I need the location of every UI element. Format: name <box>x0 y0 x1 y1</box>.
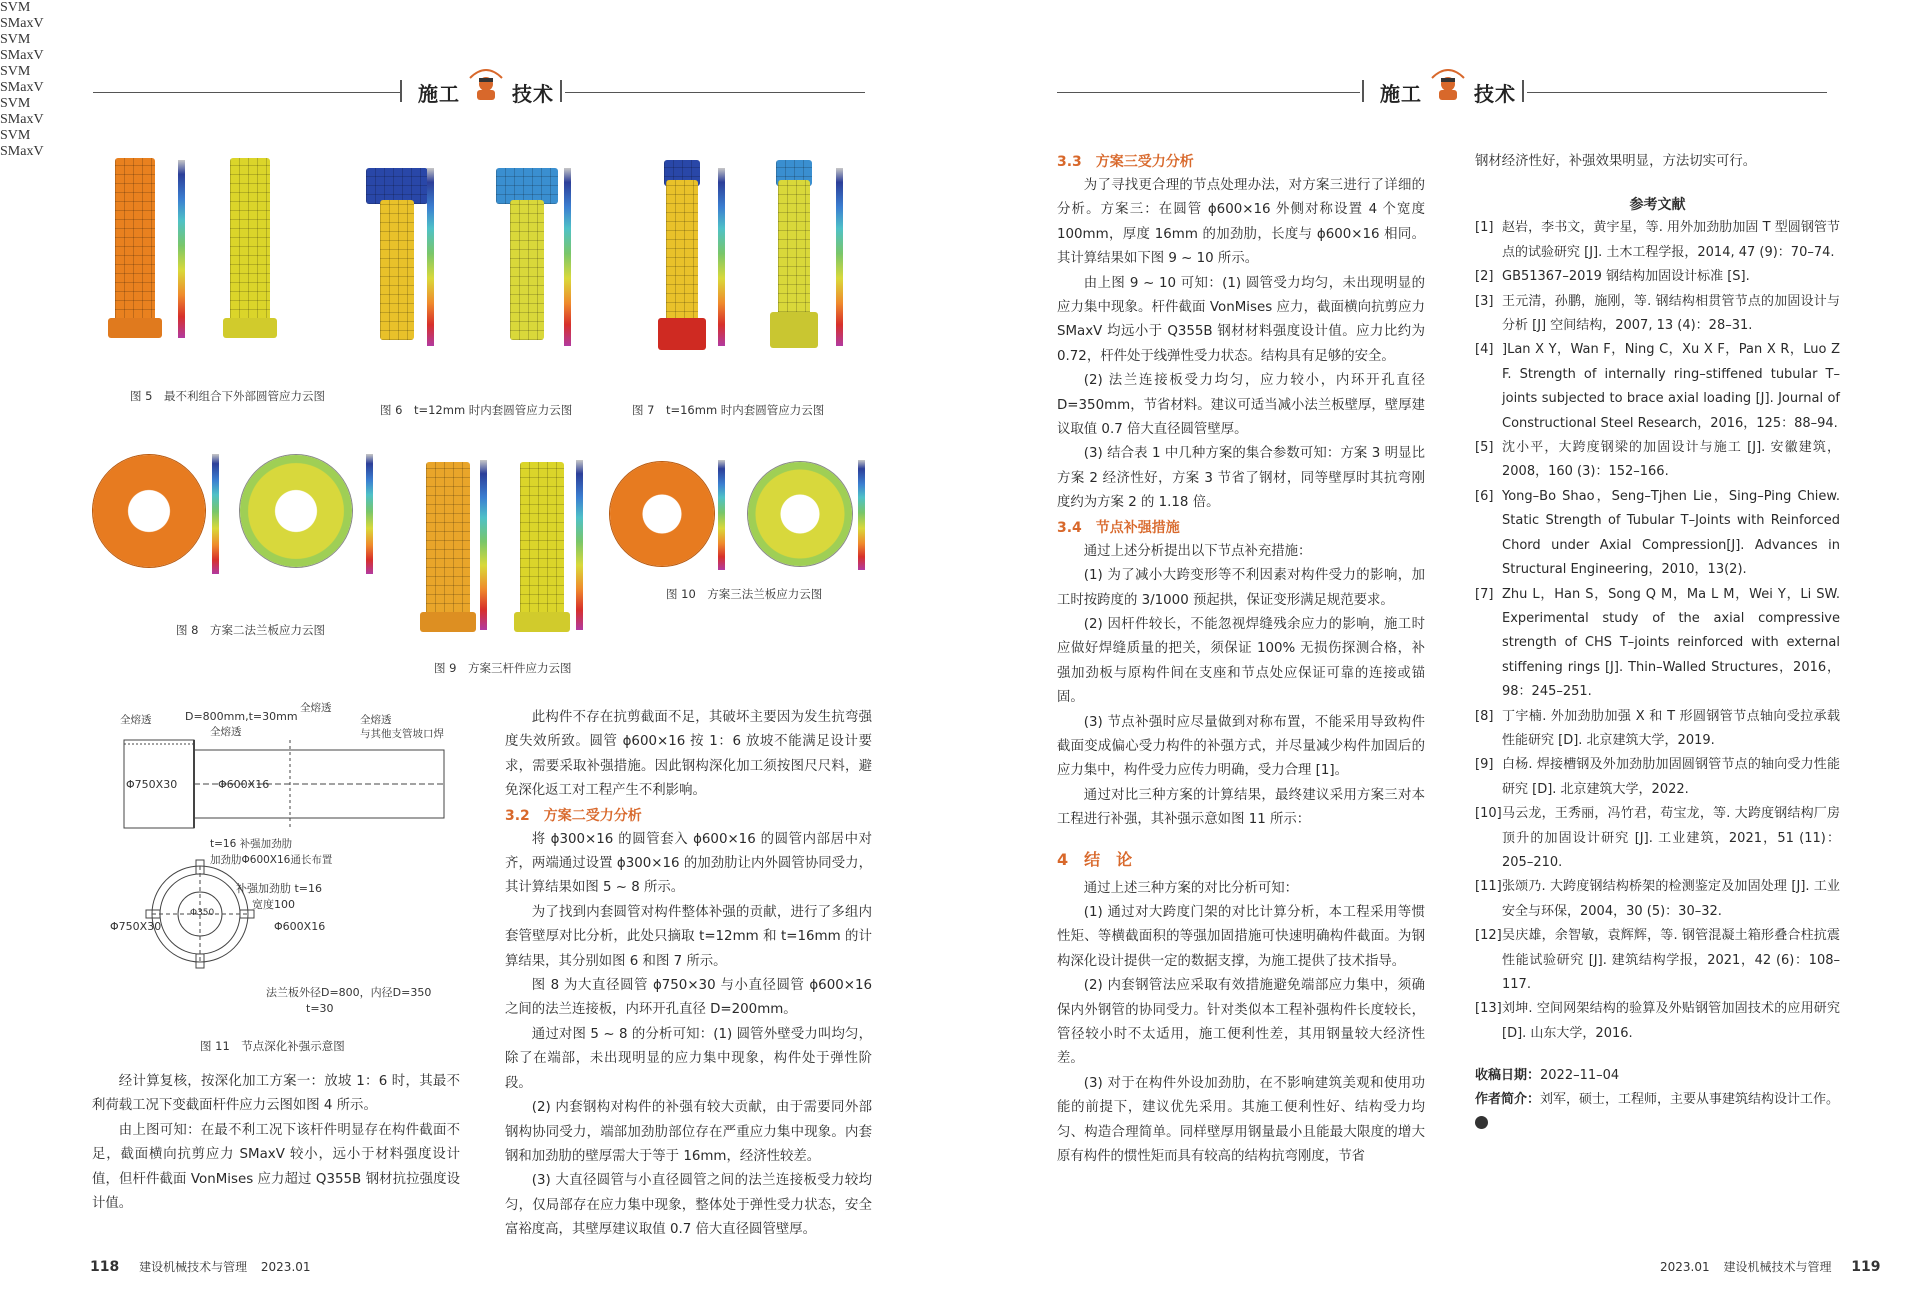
right-col1-para-10: 通过上述三种方案的对比分析可知： <box>1083 880 1299 896</box>
reference-number: [4] <box>1475 342 1494 358</box>
fig7-caption: 图 7 t=16mm 时内套圆管应力云图 <box>632 403 825 417</box>
reference-item <box>1475 997 1840 1046</box>
footer-right-issue: 2023.01 <box>1660 1260 1710 1274</box>
footer-left-page: 118 <box>90 1259 120 1275</box>
right-col1-para-8: (3) 节点补强时应尽量做到对称布置，不能采用导致构件截面变成偏心受力构件的补强方式，并尽量减少构件加固后的应力集中，构件受力应传力明确，受力合理 [1]。 <box>1057 714 1425 779</box>
fig10-legend-bar-1 <box>718 460 725 570</box>
reference-item <box>1475 436 1840 485</box>
right-col1-para-12: (2) 内套钢管法应采取有效措施避免端部应力集中，须确保内外钢管的协同受力。针对类似本工程补强构件长度较长，管径较小时不太适用，施工便利性差，其用钢量较大经济性差。 <box>1057 978 1425 1067</box>
fig9-caption: 图 9 方案三杆件应力云图 <box>434 661 572 675</box>
right-col1-para-11: (1) 通过对大跨度门架的对比计算分析，本工程采用等惯性矩、等横截面积的等强加固措施可快速明确构件截面。为钢构深化设计提供一定的数据支撑，为施工提供了技术指导。 <box>1057 904 1425 969</box>
right-col1-para-2: 由上图 9 ~ 10 可知：(1) 圆管受力均匀，未出现明显的应力集中现象。杆件截面 VonMises 应力，截面横向抗剪应力 SMaxV 均远小于 Q355B 钢材材料强度设计值。应力比约为 0.72，杆件处于线弹性受力状态。结构具有足够的安全。 <box>1057 275 1425 364</box>
fig6-label-smaxv: SMaxV <box>0 48 44 63</box>
reference-item <box>1475 485 1840 583</box>
fig11-caption: 图 11 节点深化补强示意图 <box>200 1039 345 1053</box>
references-title: 参考文献 <box>1629 197 1686 214</box>
author-label: 作者简介： <box>1475 1092 1541 1108</box>
reference-text: 丁宇楠. 外加劲肋加强 X 和 T 形圆钢管节点轴向受拉承载性能研究 [D]. 北京建筑大学，2019. <box>1502 708 1840 748</box>
left-col2-para-1: 此构件不存在抗剪截面不足，其破坏主要因为发生抗弯强度失效所致。圆管 ϕ600×16 按 1：6 放坡不能满足设计要求，需要采取补强措施。因此钢构深化加工须按图尺尺料，避免深化返工对工程产生不利影响。 <box>505 710 872 799</box>
worker-logo-icon-right <box>1428 64 1468 102</box>
fig11-txt-p750b: Φ750X30 <box>110 920 162 933</box>
fig8-smaxv-ring <box>240 455 352 567</box>
fig9-label-smaxv: SMaxV <box>0 144 44 159</box>
reference-item <box>1475 265 1840 289</box>
fig5-label-smaxv: SMaxV <box>0 16 44 31</box>
fig10-legend-bar-2 <box>858 460 865 570</box>
header-mark-right-b: 技术 <box>1474 82 1516 106</box>
section-3-4-heading: 3.4 节点补强措施 <box>1057 519 1180 536</box>
reference-text: Yong–Bo Shao，Seng–Tjhen Lie，Sing–Ping Chiew. Static Strength of Tubular T–Joints with Reinforced Chord under Axial Compression[J]. Advances in Structural Engineering，2010，13(2). <box>1502 488 1840 578</box>
fig6-legend-bar-2 <box>564 168 571 346</box>
reference-number: [8] <box>1475 708 1494 724</box>
fig11-txt-weld1: 全熔透 <box>120 714 152 726</box>
footer-right <box>1660 1258 1881 1275</box>
header-mark-left-a: 施工 <box>418 82 460 106</box>
left-col2-para-7: (3) 大直径圆管与小直径圆管之间的法兰连接板受力较均匀，仅局部存在应力集中现象，整体处于弹性受力状态，安全富裕度高，其壁厚建议取值 0.7 倍大直径圆管壁厚。 <box>505 1173 872 1238</box>
right-col1-para-1: 为了寻找更合理的节点处理办法，对方案三进行了详细的分析。方案三：在圆管 ϕ600×16 外侧对称设置 4 个宽度 100mm，厚度 16mm 的加劲肋，长度与 ϕ600×16 相同。其计算结果如下图 9 ~ 10 所示。 <box>1057 178 1425 267</box>
fig7-legend-bar-2 <box>836 168 843 346</box>
header-rule-right-2 <box>1527 92 1827 93</box>
fig10-smaxv-ring <box>748 462 852 566</box>
fig7-legend-bar-1 <box>718 168 725 346</box>
reference-number: [13] <box>1475 1001 1502 1017</box>
left-column-2 <box>505 706 872 1243</box>
left-col1-para-1: 经计算复核，按深化加工方案一：放坡 1：6 时，其最不利荷载工况下变截面杆件应力云图如图 4 所示。 <box>92 1074 460 1114</box>
fig6-legend-bar-1 <box>427 168 434 346</box>
reference-list <box>1475 216 1840 1046</box>
reference-item <box>1475 583 1840 705</box>
reference-text: ]Lan X Y，Wan F，Ning C，Xu X F，Pan X R，Luo Z F. Strength of internally ring–stiffened tubular T–joints subjected to brace axial loading [J]. Journal of Constructional Steel Research，2016，125：88–94. <box>1502 342 1840 431</box>
right-col2-para-0: 钢材经济性好，补强效果明显，方法切实可行。 <box>1475 154 1757 169</box>
fig11-txt-t30: t=30 <box>306 1002 334 1015</box>
fig11-txt-rib1: t=16 补强加劲肋 <box>210 838 293 850</box>
footer-right-journal: 建设机械技术与管理 <box>1723 1260 1832 1274</box>
right-col1-para-9: 通过对比三种方案的计算结果，最终建议采用方案三对本工程进行补强，其补强示意如图 11 所示： <box>1057 787 1425 828</box>
fig5-smaxv-base <box>223 318 277 338</box>
fig6-smaxv-top <box>496 168 558 204</box>
reference-text: 吴庆雄，余智敏，袁辉辉，等. 钢管混凝土箱形叠合柱抗震性能试验研究 [J]. 建筑结构学报，2021，42 (6)：108–117. <box>1502 928 1840 992</box>
fig7-label-svm: SVM <box>0 64 31 79</box>
reference-number: [3] <box>1475 293 1494 309</box>
footer-left-journal: 建设机械技术与管理 <box>139 1260 248 1274</box>
header-tick-right-b <box>1522 80 1524 102</box>
fig8-legend-bar-1 <box>212 454 219 574</box>
fig6-svm-top <box>366 168 428 204</box>
section-3-2-heading: 3.2 方案二受力分析 <box>505 807 642 824</box>
reference-text: 沈小平，大跨度钢梁的加固设计与施工 [J]. 安徽建筑，2008，160 (3)：152–166. <box>1502 440 1840 480</box>
fig11-txt-p750: Φ750X30 <box>126 778 178 791</box>
fig8-legend-bar-2 <box>366 454 373 574</box>
right-column-2 <box>1475 150 1840 1129</box>
header-tick-right-a <box>1362 80 1364 102</box>
right-col1-para-13: (3) 对于在构件外设加劲肋，在不影响建筑美观和使用功能的前提下，建议优先采用。其施工便利性好、结构受力均匀、构造合理简单。同样壁厚用钢量最小且能最大限度的增大原有构件的惯性矩而具有较高的结构抗弯刚度，节省 <box>1057 1075 1425 1165</box>
reference-number: [5] <box>1475 440 1494 456</box>
reference-number: [9] <box>1475 757 1494 773</box>
reference-number: [12] <box>1475 928 1502 944</box>
fig7-smaxv-column <box>778 180 810 330</box>
section-3-3-heading: 3.3 方案三受力分析 <box>1057 154 1194 170</box>
received-line <box>1475 1064 1840 1088</box>
fig11-txt-bevel: 与其他支管坡口焊 <box>360 728 444 740</box>
right-col1-para-7: (2) 因杆件较长，不能忽视焊缝残余应力的影响，施工时应做好焊缝质量的把关，须保证 100% 无损伤探测合格，补强加劲板与原构件间在支座和节点处应保证可靠的连接或锚固。 <box>1057 616 1425 706</box>
end-mark-icon <box>1475 1116 1488 1129</box>
right-column-1 <box>1057 150 1425 1169</box>
reference-number: [7] <box>1475 586 1494 602</box>
reference-text: GB51367–2019 钢结构加固设计标准 [S]. <box>1502 269 1750 285</box>
fig5-label-svm: SVM <box>0 0 31 15</box>
reference-number: [6] <box>1475 488 1494 504</box>
fig6-smaxv-column <box>510 200 544 340</box>
reference-text: 张颂乃. 大跨度钢结构桥架的检测鉴定及加固处理 [J]. 工业安全与环保，2004，30 (5)：30–32. <box>1502 879 1840 919</box>
author-line <box>1475 1088 1840 1112</box>
reference-text: 白杨. 焊接槽钢及外加劲肋加固圆钢管节点的轴向受力性能研究 [D]. 北京建筑大学，2022. <box>1502 757 1840 797</box>
fig7-svm-base <box>658 318 706 350</box>
left-col1-para-2: 由上图可知：在最不利工况下该杆件明显存在构件截面不足，截面横向抗剪应力 SMaxV 较小，远小于材料强度设计值，但杆件截面 VonMises 应力超过 Q355B 钢材抗拉强度设计值。 <box>92 1122 460 1212</box>
fig11-txt-flange: 法兰板外径D=800，内径D=350 <box>266 986 432 999</box>
fig7-label-smaxv: SMaxV <box>0 80 44 95</box>
fig6-svm-column <box>380 200 414 340</box>
header-tick-left-a <box>400 80 402 102</box>
fig11-txt-w100: 宽度100 <box>252 898 295 911</box>
left-col2-para-3: 为了找到内套圆管对构件整体补强的贡献，进行了多组内套管壁厚对比分析，此处只摘取 t=12mm 和 t=16mm 的计算结果，其分别如图 6 和图 7 所示。 <box>505 904 872 969</box>
reference-text: 刘坤. 空间网架结构的验算及外贴钢管加固技术的应用研究 [D]. 山东大学，2016. <box>1502 1001 1840 1041</box>
fig11-txt-c350: Φ350 <box>190 908 215 918</box>
fig9-smaxv-base <box>514 612 570 632</box>
reference-text: 赵岩，李书文，黄宇星，等. 用外加劲肋加固 T 型圆钢管节点的试验研究 [J]. 土木工程学报，2014, 47 (9)：70–74. <box>1502 220 1840 260</box>
left-col2-para-4: 图 8 为大直径圆管 ϕ750×30 与小直径圆管 ϕ600×16 之间的法兰连接板，内环开孔直径 D=200mm。 <box>505 978 872 1018</box>
footer-left <box>90 1258 311 1275</box>
fig6-caption: 图 6 t=12mm 时内套圆管应力云图 <box>380 403 573 417</box>
reference-item <box>1475 290 1840 339</box>
left-col2-para-5: 通过对图 5 ~ 8 的分析可知：(1) 圆管外壁受力叫均匀，除了在端部，未出现明显的应力集中现象，构件处于弹性阶段。 <box>505 1026 872 1091</box>
fig9-svm-base <box>420 612 476 632</box>
reference-item <box>1475 753 1840 802</box>
reference-number: [11] <box>1475 879 1502 895</box>
fig11-txt-weld4: 全熔透 <box>360 714 392 726</box>
reference-number: [1] <box>1475 220 1494 236</box>
fig5-svm-base <box>108 318 162 338</box>
fig9-legend-bar-2 <box>576 460 583 630</box>
reference-item <box>1475 705 1840 754</box>
header-rule-left-2 <box>565 92 865 93</box>
reference-item <box>1475 875 1840 924</box>
fig11-txt-p600b: Φ600X16 <box>274 920 326 933</box>
reference-number: [10] <box>1475 806 1502 822</box>
right-col1-para-3: (2) 法兰连接板受力均匀，应力较小，内环开孔直径 D=350mm，节省材料。建议可适当减小法兰板壁厚，壁厚建议取值 0.7 倍大直径圆管壁厚。 <box>1057 373 1425 438</box>
fig10-caption: 图 10 方案三法兰板应力云图 <box>666 587 823 601</box>
fig11-txt-dim: D=800mm,t=30mm <box>185 710 298 723</box>
footer-right-page: 119 <box>1851 1259 1881 1275</box>
fig8-caption: 图 8 方案二法兰板应力云图 <box>176 623 325 637</box>
left-column-1 <box>92 1070 460 1216</box>
fig9-svm-column <box>426 462 470 622</box>
reference-item <box>1475 802 1840 875</box>
left-col2-para-2: 将 ϕ300×16 的圆管套入 ϕ600×16 的圆管内部居中对齐，两端通过设置 ϕ300×16 的加劲肋让内外圆管协同受力，其计算结果如图 5 ~ 8 所示。 <box>505 831 872 896</box>
section-4-heading: 4 结 论 <box>1057 849 1133 869</box>
reference-text: 王元清，孙鹏，施刚，等. 钢结构相贯管节点的加固设计与分析 [J] 空间结构，2007, 13 (4)：28–31. <box>1502 293 1840 334</box>
header-rule-right <box>1057 92 1360 93</box>
fig11-txt-weld2: 全熔透 <box>210 726 242 738</box>
worker-logo-icon <box>466 64 506 102</box>
right-col1-para-5: 通过上述分析提出以下节点补充措施： <box>1083 543 1312 559</box>
fig9-legend-bar-1 <box>480 460 487 630</box>
received-label: 收稿日期： <box>1475 1068 1541 1084</box>
header-rule-left <box>93 92 400 93</box>
right-col1-para-6: (1) 为了减小大跨变形等不利因素对构件受力的影响，加工时按跨度的 3/1000 预起拱，保证变形满足规范要求。 <box>1057 568 1425 608</box>
fig7-smaxv-base <box>770 312 818 348</box>
fig5-legend-bar <box>178 160 185 338</box>
fig8-svm-ring <box>93 455 205 567</box>
footer-left-issue: 2023.01 <box>260 1260 311 1274</box>
reference-text: Zhu L，Han S，Song Q M，Ma L M，Wei Y，Li SW. Experimental study of the axial compressive strength of CHS T–joints reinforced with external stiffening rings [J]. Thin–Walled Structures，2016，98：245–251. <box>1502 586 1840 700</box>
reference-text: 马云龙，王秀丽，冯竹君，苟宝龙，等. 大跨度钢结构厂房顶升的加固设计研究 [J]. 工业建筑，2021，51 (11)：205–210. <box>1502 806 1840 870</box>
header-mark-right-a: 施工 <box>1380 82 1422 106</box>
fig8-label-svm: SVM <box>0 96 31 111</box>
header-mark-left-b: 技术 <box>512 82 554 106</box>
header-tick-left-b <box>560 80 562 102</box>
fig7-svm-column <box>666 180 698 330</box>
fig6-label-svm: SVM <box>0 32 31 47</box>
reference-item <box>1475 338 1840 436</box>
fig5-svm-column <box>115 158 155 328</box>
right-col1-para-4: (3) 结合表 1 中几种方案的集合参数可知：方案 3 明显比方案 2 经济性好，方案 3 节省了钢材，同等壁厚时其抗弯刚度约为方案 2 的 1.18 倍。 <box>1057 446 1425 511</box>
reference-item <box>1475 924 1840 997</box>
left-col2-para-6: (2) 内套钢构对构件的补强有较大贡献，由于需要同外部钢构协同受力，端部加劲肋部位存在严重应力集中现象。内套钢和加劲肋的壁厚需大于等于 16mm，经济性较差。 <box>505 1100 872 1164</box>
reference-number: [2] <box>1475 269 1494 285</box>
fig11-txt-rib3: 补强加劲肋 t=16 <box>236 882 323 895</box>
fig9-label-svm: SVM <box>0 128 31 143</box>
reference-item <box>1475 216 1840 265</box>
received-date: 2022–11–04 <box>1540 1068 1620 1084</box>
fig8-label-smaxv: SMaxV <box>0 112 44 127</box>
author-bio: 刘军，硕士，工程师，主要从事建筑结构设计工作。 <box>1540 1092 1840 1108</box>
fig11-txt-p600: Φ600X16 <box>218 778 270 791</box>
fig11-txt-weld3: 全熔透 <box>300 702 332 714</box>
fig9-smaxv-column <box>520 462 564 622</box>
fig10-svm-ring <box>610 462 714 566</box>
fig5-caption: 图 5 最不利组合下外部圆管应力云图 <box>130 389 325 403</box>
fig5-smaxv-column <box>230 158 270 328</box>
fig11-txt-rib2: 加劲肋Φ600X16通长布置 <box>210 854 333 866</box>
